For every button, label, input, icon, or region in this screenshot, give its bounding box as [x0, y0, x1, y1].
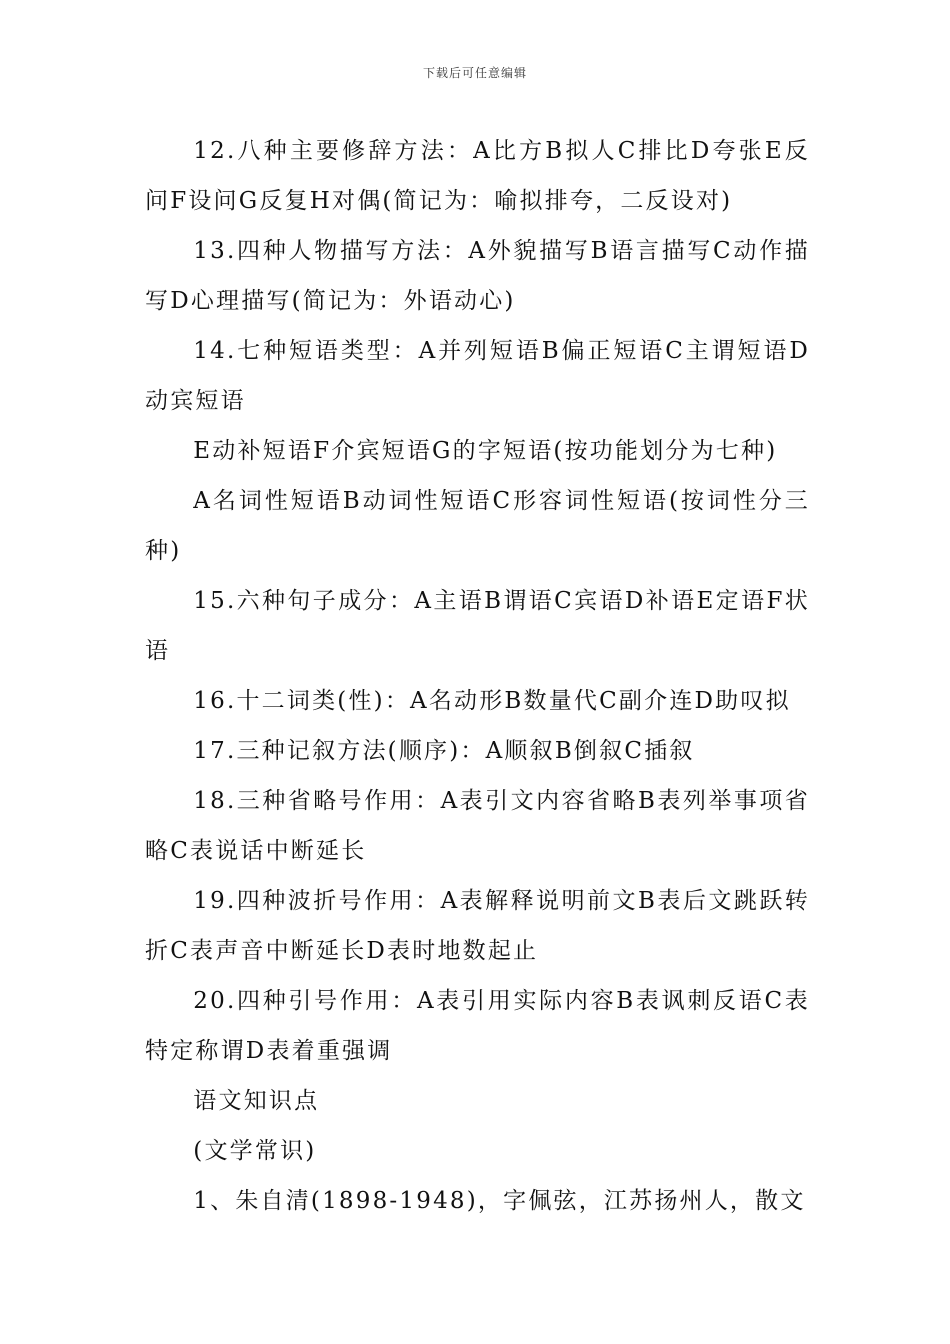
paragraph-narration-methods: 17.三种记叙方法(顺序)：A顺叙B倒叙C插叙: [193, 738, 695, 764]
section-heading-knowledge: 语文知识点: [193, 1088, 320, 1114]
paragraph-zhu-ziqing: 1、朱自清(1898-1948)，字佩弦，江苏扬州人，散文: [193, 1188, 806, 1214]
paragraph-phrase-by-part-of-speech: A名词性短语B动词性短语C形容词性短语(按词性分三种): [145, 488, 810, 564]
section-subheading-literature: (文学常识): [193, 1138, 317, 1164]
paragraph-ellipsis-usage: 18.三种省略号作用：A表引文内容省略B表列举事项省略C表说话中断延长: [145, 788, 810, 864]
paragraph-rhetoric: 12.八种主要修辞方法：A比方B拟人C排比D夸张E反问F设问G反复H对偶(简记为：喻拟排夸，二反设对): [145, 138, 810, 214]
paragraph-quotation-usage: 20.四种引号作用：A表引用实际内容B表讽刺反语C表特定称谓D表着重强调: [145, 988, 810, 1064]
paragraph-phrase-types-cont: E动补短语F介宾短语G的字短语(按功能划分为七种): [193, 438, 778, 464]
document-body: [145, 126, 810, 1226]
paragraph-word-classes: 16.十二词类(性)：A名动形B数量代C副介连D助叹拟: [193, 688, 791, 714]
page-header: 下载后可任意编辑: [422, 66, 527, 80]
paragraph-phrase-types: 14.七种短语类型：A并列短语B偏正短语C主谓短语D动宾短语: [145, 338, 810, 414]
paragraph-sentence-components: 15.六种句子成分：A主语B谓语C宾语D补语E定语F状语: [145, 588, 810, 664]
paragraph-character-description: 13.四种人物描写方法：A外貌描写B语言描写C动作描写D心理描写(简记为：外语动心): [145, 238, 810, 314]
paragraph-dash-usage: 19.四种波折号作用：A表解释说明前文B表后文跳跃转折C表声音中断延长D表时地数起止: [145, 888, 810, 964]
